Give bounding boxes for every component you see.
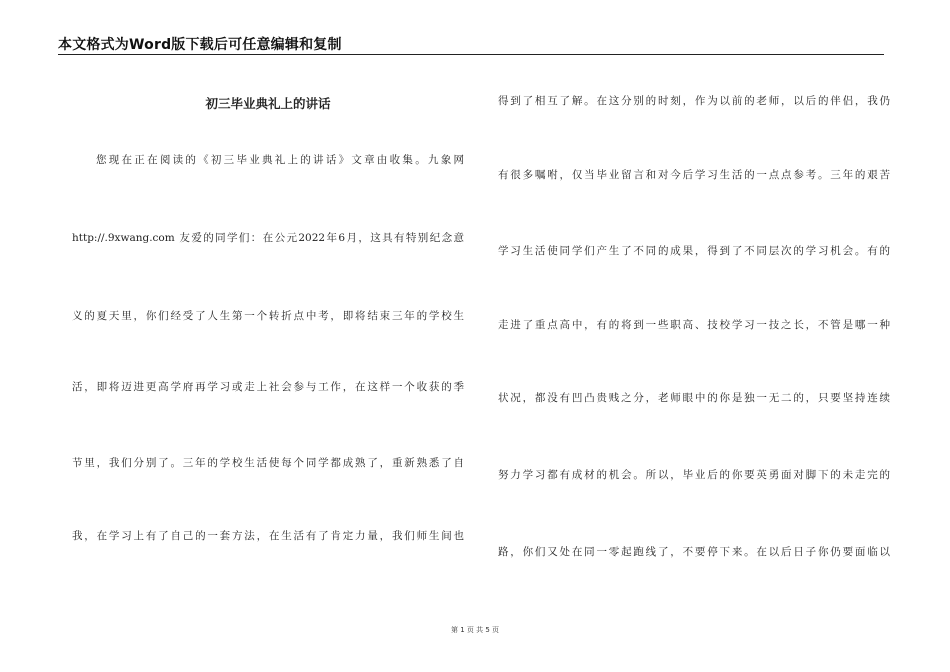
- body-line: http://.9xwang.com 友爱的同学们：在公元2022年6月，这具有特别纪念意: [72, 232, 464, 244]
- body-line: 您现在正在阅读的《初三毕业典礼上的讲话》文章由收集。九象网: [96, 154, 464, 166]
- body-line: 走进了重点高中，有的将到一些职高、技校学习一技之长，不管是哪一种: [498, 319, 890, 331]
- body-line: 努力学习都有成材的机会。所以，毕业后的你要英勇面对脚下的未走完的: [498, 469, 890, 481]
- body-line: 义的夏天里，你们经受了人生第一个转折点中考，即将结束三年的学校生: [72, 310, 464, 322]
- document-header-banner: 本文格式为Word版下载后可任意编辑和复制: [58, 37, 342, 53]
- body-line: 学习生活使同学们产生了不同的成果，得到了不同层次的学习机会。有的: [498, 245, 890, 257]
- body-line: 节里，我们分别了。三年的学校生活使每个同学都成熟了，重新熟悉了自: [72, 457, 464, 469]
- body-line: 我，在学习上有了自己的一套方法，在生活有了肯定力量，我们师生间也: [72, 530, 464, 542]
- body-line: 活，即将迈进更高学府再学习或走上社会参与工作，在这样一个收获的季: [72, 381, 464, 393]
- body-line: 路，你们又处在同一零起跑线了，不要停下来。在以后日子你仍要面临以: [498, 546, 890, 558]
- header-divider: [58, 54, 884, 55]
- body-line: 得到了相互了解。在这分别的时刻，作为以前的老师，以后的伴侣，我仍: [498, 95, 890, 107]
- document-title: 初三毕业典礼上的讲话: [205, 96, 331, 111]
- body-line: 有很多嘱咐，仅当毕业留言和对今后学习生活的一点点参考。三年的艰苦: [498, 169, 890, 181]
- page-number-indicator: 第 1 页 共 5 页: [450, 626, 500, 634]
- body-line: 状况，都没有凹凸贵贱之分，老师眼中的你是独一无二的，只要坚持连续: [498, 392, 890, 404]
